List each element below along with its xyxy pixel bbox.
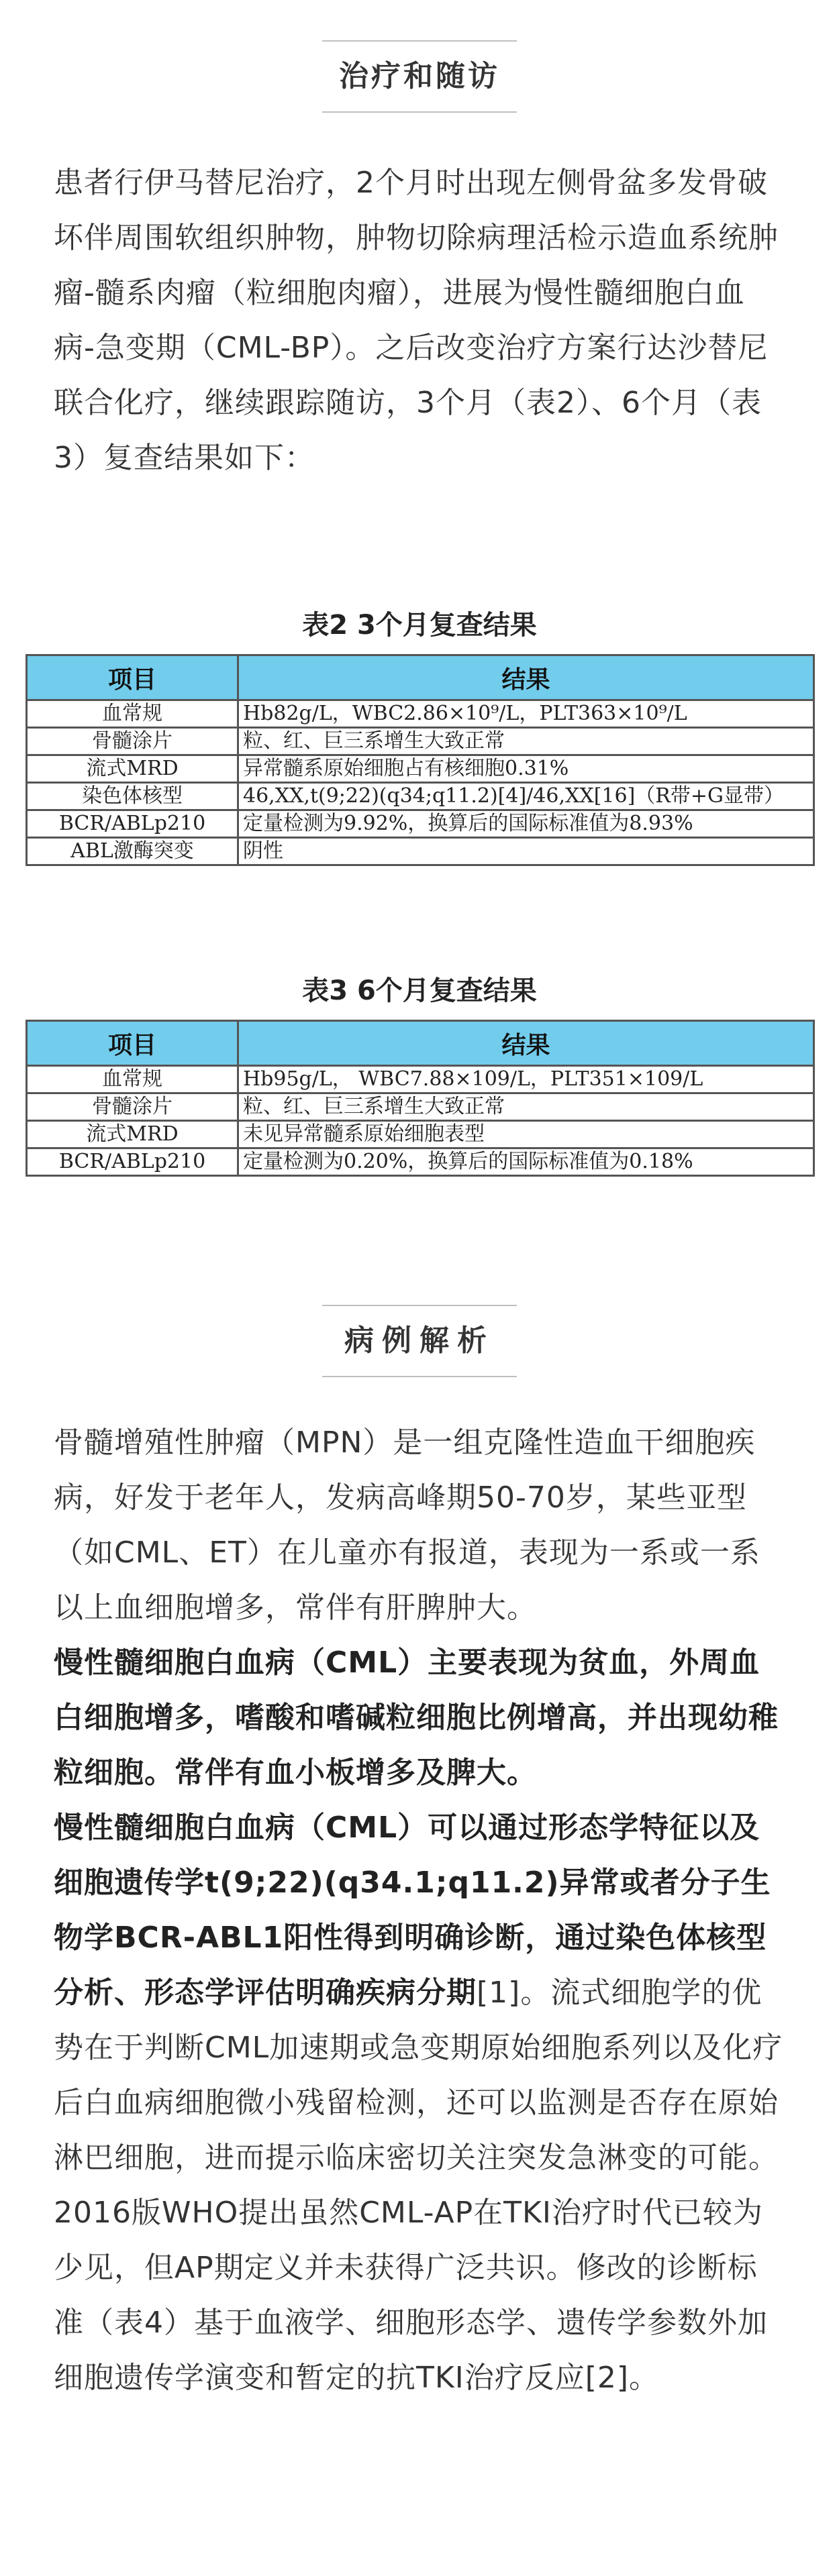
heading-rule-bottom <box>322 111 517 113</box>
table-header-row <box>27 1021 814 1066</box>
row-result: 定量检测为0.20%，换算后的国际标准值为0.18% <box>238 1148 814 1176</box>
row-item: 血常规 <box>27 1066 238 1093</box>
row-item: 流式MRD <box>27 1121 238 1148</box>
heading-rule-bottom <box>322 1376 517 1377</box>
analysis-paragraph-1: 骨髓增殖性肿瘤（MPN）是一组克隆性造血干细胞疾病，好发于老年人，发病高峰期50-70岁，某些亚型（如CML、ET）在儿童亦有报道，表现为一系或一系以上血细胞增多，常伴有肝脾肿大。 <box>54 1426 760 1625</box>
section-heading-case-analysis <box>0 1305 839 1377</box>
table-row <box>27 1148 814 1176</box>
table3-caption: 表3 6个月复查结果 <box>302 975 537 1006</box>
table3 <box>26 1020 815 1177</box>
header-item: 项目 <box>27 655 238 700</box>
table2 <box>26 654 815 866</box>
section-title: 治疗和随访 <box>339 59 500 93</box>
section-title: 病例解析 <box>344 1324 495 1358</box>
table-row <box>27 1093 814 1121</box>
analysis-paragraph-3-text: [1]。流式细胞学的优势在于判断CML加速期或急变期原始细胞系列以及化疗后白血病细胞微小残留检测，还可以监测是否存在原始淋巴细胞，进而提示临床密切关注突发急淋变的可能。2016版WHO提出虽然CML-AP在TKI治疗时代已较为少见，但AP期定义并未获得广泛共识。修改的诊断标准（表4）基于血液学、细胞形态学、遗传学参数外加细胞遗传学演变和暂定的抗TKI治疗反应[2]。 <box>54 1976 783 2395</box>
table-row <box>27 700 814 728</box>
header-item: 项目 <box>27 1021 238 1066</box>
heading-rule-top <box>322 1305 517 1306</box>
table-row <box>27 728 814 755</box>
row-result: Hb95g/L， WBC7.88×109/L，PLT351×109/L <box>238 1066 814 1093</box>
header-result: 结果 <box>238 655 814 700</box>
table-row <box>27 755 814 783</box>
row-item: 染色体核型 <box>27 783 238 810</box>
analysis-paragraph-3-bold: 慢性髓细胞白血病（CML）可以通过形态学特征以及细胞遗传学t(9;22)(q34.1;q11.2)异常或者分子生物学BCR-ABL1阳性得到明确诊断，通过染色体核型分析、形态学评估明确疾病分期 <box>54 1811 771 2010</box>
row-result: 46,XX,t(9;22)(q34;q11.2)[4]/46,XX[16]（R带+G显带） <box>238 783 814 810</box>
table-row <box>27 1066 814 1093</box>
row-result: 粒、红、巨三系增生大致正常 <box>238 728 814 755</box>
table-row <box>27 1121 814 1148</box>
header-result: 结果 <box>238 1021 814 1066</box>
row-result: 异常髓系原始细胞占有核细胞0.31% <box>238 755 814 783</box>
analysis-paragraph-3 <box>54 1801 785 2406</box>
table-row <box>27 783 814 810</box>
row-item: 骨髓涂片 <box>27 1093 238 1121</box>
heading-rule-top <box>322 40 517 42</box>
table-row <box>27 810 814 838</box>
row-item: BCR/ABLp210 <box>27 1148 238 1176</box>
row-item: 流式MRD <box>27 755 238 783</box>
row-result: Hb82g/L，WBC2.86×10⁹/L，PLT363×10⁹/L <box>238 700 814 728</box>
row-item: ABL激酶突变 <box>27 838 238 865</box>
table2-caption: 表2 3个月复查结果 <box>302 610 537 641</box>
analysis-paragraph-2 <box>54 1635 785 1801</box>
row-result: 未见异常髓系原始细胞表型 <box>238 1121 814 1148</box>
row-item: 血常规 <box>27 700 238 728</box>
row-item: BCR/ABLp210 <box>27 810 238 838</box>
table-row <box>27 838 814 865</box>
table-header-row <box>27 655 814 700</box>
row-result: 定量检测为9.92%，换算后的国际标准值为8.93% <box>238 810 814 838</box>
analysis-paragraph-2-bold: 慢性髓细胞白血病（CML）主要表现为贫血，外周血白细胞增多，嗜酸和嗜碱粒细胞比例增高，并出现幼稚粒细胞。常伴有血小板增多及脾大。 <box>54 1646 779 1790</box>
treatment-paragraph: 患者行伊马替尼治疗，2个月时出现左侧骨盆多发骨破坏伴周围软组织肿物，肿物切除病理活检示造血系统肿瘤-髓系肉瘤（粒细胞肉瘤），进展为慢性髓细胞白血病-急变期（CML-BP）。之后改变治疗方案行达沙替尼联合化疗，继续跟踪随访，3个月（表2）、6个月（表3）复查结果如下： <box>54 166 779 475</box>
row-item: 骨髓涂片 <box>27 728 238 755</box>
section-heading-treatment <box>0 40 839 113</box>
row-result: 粒、红、巨三系增生大致正常 <box>238 1093 814 1121</box>
row-result: 阴性 <box>238 838 814 865</box>
